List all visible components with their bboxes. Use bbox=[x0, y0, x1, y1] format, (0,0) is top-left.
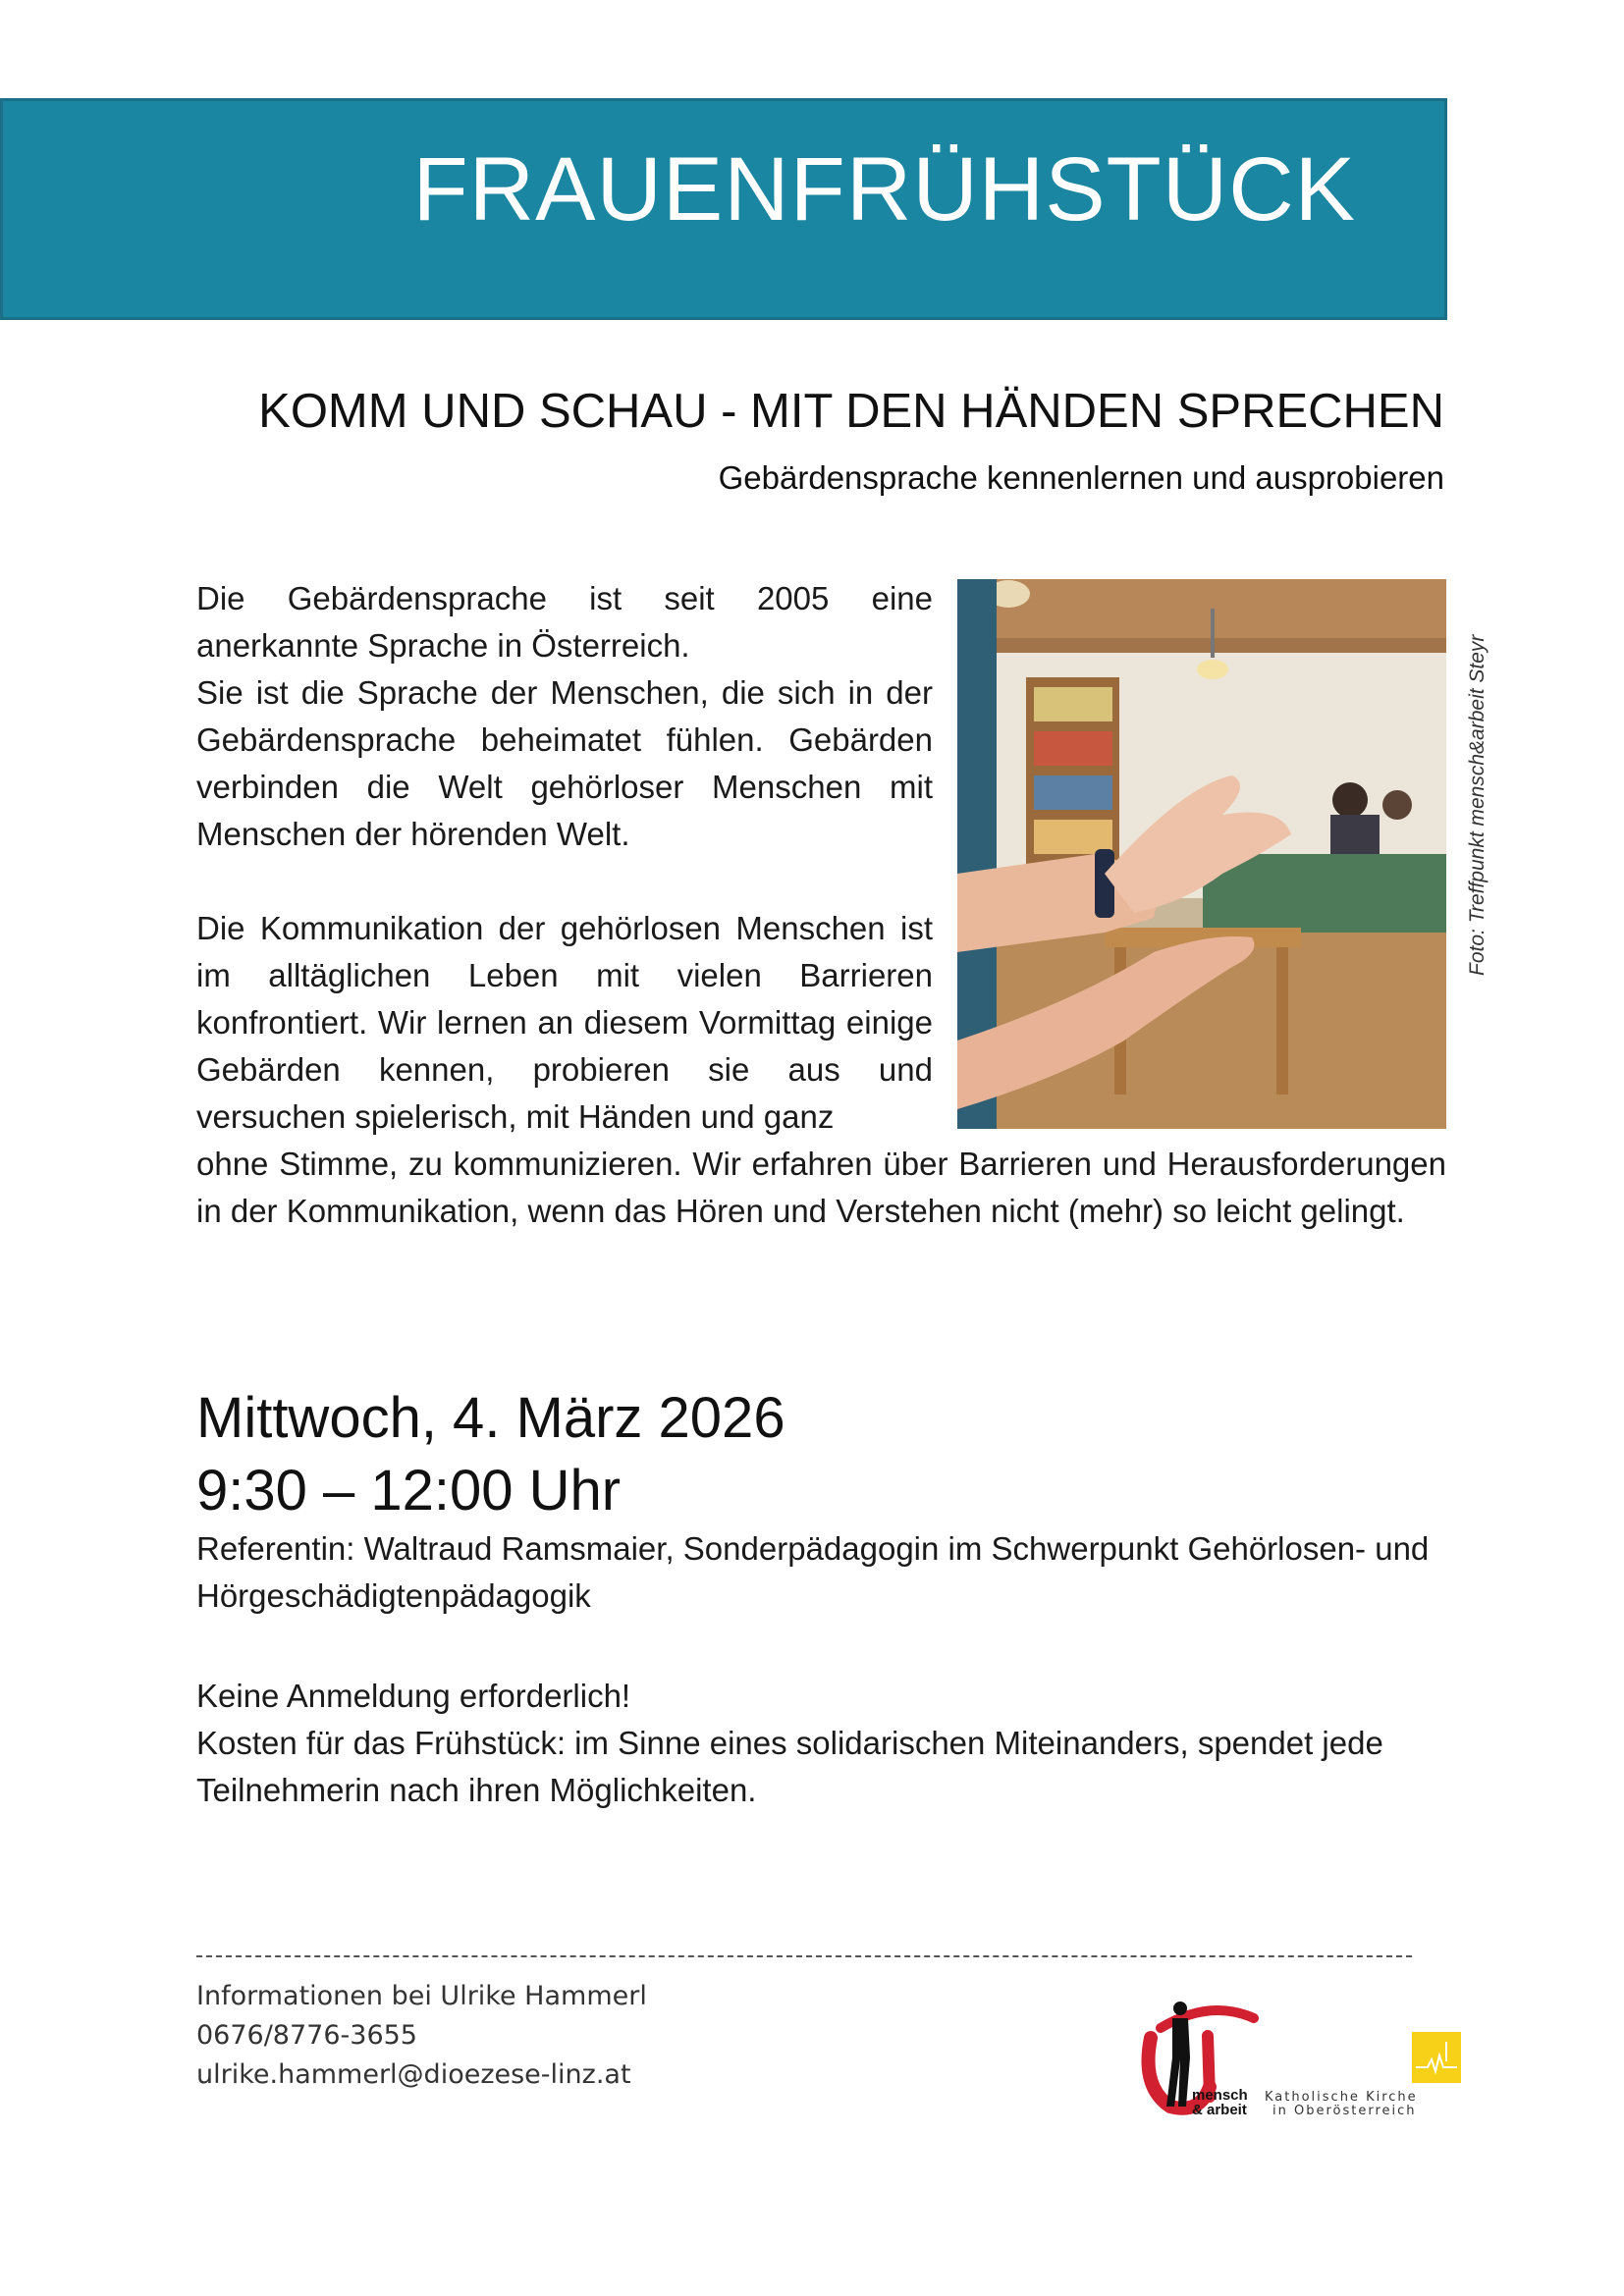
intro-sentence-1: Die Gebärdensprache ist seit 2005 eine anerkannte Sprache in Österreich. bbox=[196, 580, 933, 664]
photo-credit bbox=[1464, 593, 1503, 976]
intro-paragraph-2: Die Kommunikation der gehörlosen Menschen ist im alltäglichen Leben mit vielen Barrieren konfrontiert. Wir lernen an diesem Vormittag einige Gebärden kennen, probieren sie aus und versuchen spielerisch, mit Händen und ganz bbox=[196, 910, 933, 1135]
contact-person: Informationen bei Ulrike Hammerl bbox=[196, 1981, 647, 2011]
registration-note: Keine Anmeldung erforderlich! bbox=[196, 1678, 631, 1714]
intro-text bbox=[196, 575, 933, 1188]
title-banner bbox=[0, 98, 1447, 320]
cost-note: Kosten für das Frühstück: im Sinne eines solidarischen Miteinanders, spendet jede Teilnehmerin nach ihren Möglichkeiten. bbox=[196, 1725, 1383, 1808]
page-title: FRAUENFRÜHSTÜCK bbox=[412, 139, 1356, 240]
contact-phone[interactable]: 0676/8776-3655 bbox=[196, 2020, 417, 2051]
logo-kk-line-1: Katholische Kirche bbox=[1265, 2090, 1418, 2105]
logo-ma-line-2: & arbeit bbox=[1192, 2102, 1247, 2118]
event-notes bbox=[196, 1673, 1453, 1814]
event-time: 9:30 – 12:00 Uhr bbox=[196, 1459, 622, 1522]
speaker-info: Referentin: Waltraud Ramsmaier, Sonderpädagogin im Schwerpunkt Gehörlosen- und Hörgeschädigtenpädagogik bbox=[196, 1530, 1430, 1614]
logo-ma-line-1: mensch bbox=[1192, 2087, 1248, 2104]
photo-credit-text: Foto: Treffpunkt mensch&arbeit Steyr bbox=[1466, 634, 1489, 976]
footer-divider bbox=[196, 1955, 1412, 1957]
event-subtitle: KOMM UND SCHAU - MIT DEN HÄNDEN SPRECHEN bbox=[258, 385, 1444, 438]
event-datetime bbox=[196, 1382, 785, 1527]
contact-email[interactable]: ulrike.hammerl@dioezese-linz.at bbox=[196, 2059, 631, 2090]
katholische-kirche-logo-icon bbox=[1412, 2032, 1461, 2083]
event-photo bbox=[957, 579, 1446, 1129]
intro-continuation: ohne Stimme, zu kommunizieren. Wir erfahren über Barrieren und Herausforderungen in der Kommunikation, wenn das Hören und Verstehen nicht (mehr) so leicht gelingt. bbox=[196, 1146, 1446, 1229]
event-tagline: Gebärdensprache kennenlernen und ausprobieren bbox=[718, 459, 1444, 496]
sign-language-photo bbox=[957, 579, 1446, 1129]
contact-info bbox=[196, 1977, 647, 2095]
katholische-kirche-logo-text bbox=[1265, 2091, 1418, 2118]
mensch-arbeit-logo-text bbox=[1192, 2088, 1248, 2117]
intro-paragraph-1 bbox=[196, 575, 933, 858]
logo-kk-line-2: in Oberösterreich bbox=[1272, 2104, 1417, 2118]
intro-sentence-2: Sie ist die Sprache der Menschen, die sich in der Gebärdensprache beheimatet fühlen. Gebärden verbinden die Welt gehörloser Menschen mit Menschen der hörenden Welt. bbox=[196, 674, 933, 852]
event-date: Mittwoch, 4. März 2026 bbox=[196, 1386, 785, 1450]
